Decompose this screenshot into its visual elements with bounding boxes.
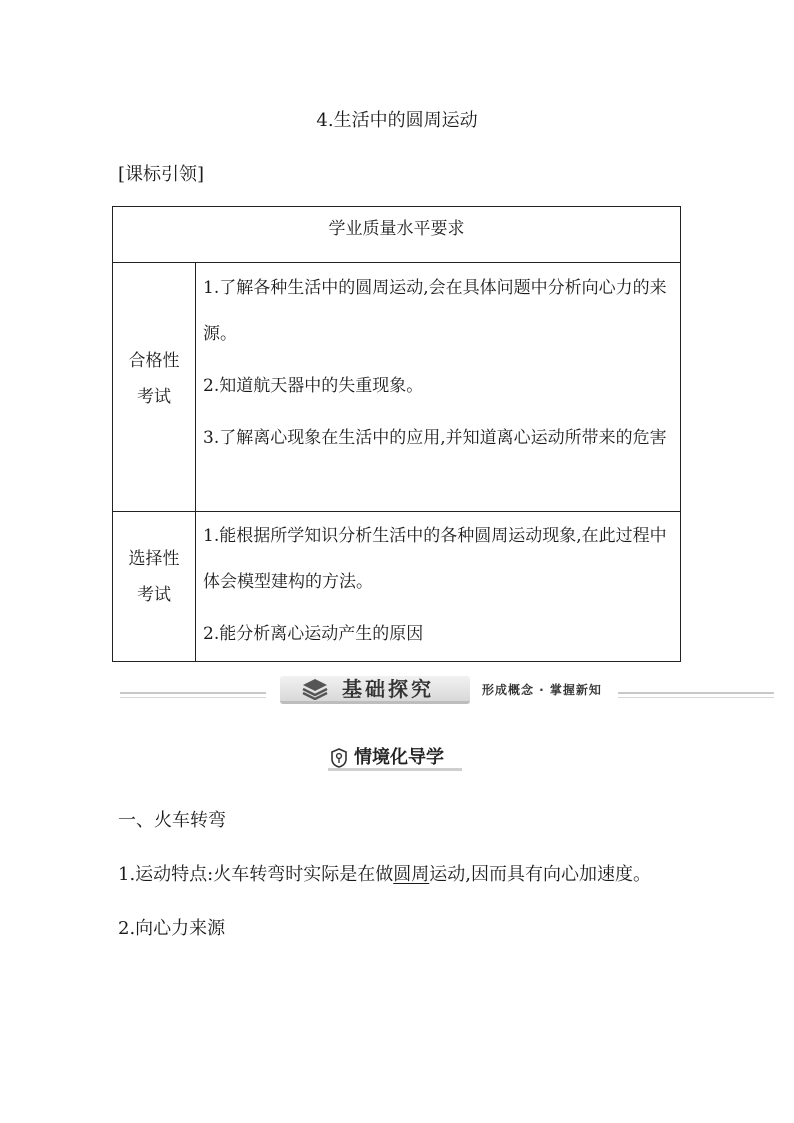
row-label-line: 合格性 (128, 351, 180, 371)
list-item: 1.能根据所学知识分析生活中的各种圆周运动现象,在此过程中体会模型建构的方法。 (203, 526, 667, 592)
table-header: 学业质量水平要求 (328, 219, 465, 239)
table-divider (113, 511, 680, 512)
banner-title: 基础探究 (342, 677, 434, 701)
section-heading: 一、火车转弯 (118, 810, 226, 831)
row-content-elective (203, 513, 673, 657)
row-label-qualifying (113, 343, 195, 415)
row-label-line: 选择性 (128, 549, 180, 569)
list-item: 1.了解各种生活中的圆周运动,会在具体问题中分析向心力的来源。 (203, 278, 667, 344)
point-1 (118, 860, 651, 886)
requirements-table (112, 206, 681, 662)
page-title: 4.生活中的圆周运动 (316, 110, 478, 131)
layers-icon (302, 678, 328, 700)
key-icon (330, 748, 348, 768)
subheading (328, 744, 462, 774)
point-1-blank: 圆周 (393, 864, 430, 885)
row-label-elective (113, 541, 195, 613)
list-item: 2.能分析离心运动产生的原因 (203, 624, 424, 644)
subheading-text: 情境化导学 (354, 747, 444, 768)
point-1-prefix: 1.运动特点:火车转弯时实际是在做 (118, 864, 394, 885)
list-item: 3.了解离心现象在生活中的应用,并知道离心运动所带来的危害 (203, 428, 667, 448)
banner-rule (618, 697, 774, 698)
table-divider (113, 262, 680, 263)
banner-rule (618, 692, 774, 694)
table-column-divider (195, 262, 196, 662)
banner-rule (120, 692, 266, 694)
row-label-line: 考试 (137, 585, 171, 605)
point-1-suffix: 运动,因而具有向心加速度。 (429, 864, 651, 885)
banner-plate (280, 676, 470, 704)
row-label-line: 考试 (137, 387, 171, 407)
guide-label: [课标引领] (118, 164, 205, 185)
banner-subtitle: 形成概念 · 掌握新知 (482, 683, 602, 697)
section-banner (120, 676, 774, 706)
banner-rule (120, 697, 266, 698)
row-content-qualifying (203, 265, 673, 461)
list-item: 2.知道航天器中的失重现象。 (203, 376, 424, 396)
point-2: 2.向心力来源 (118, 918, 226, 939)
